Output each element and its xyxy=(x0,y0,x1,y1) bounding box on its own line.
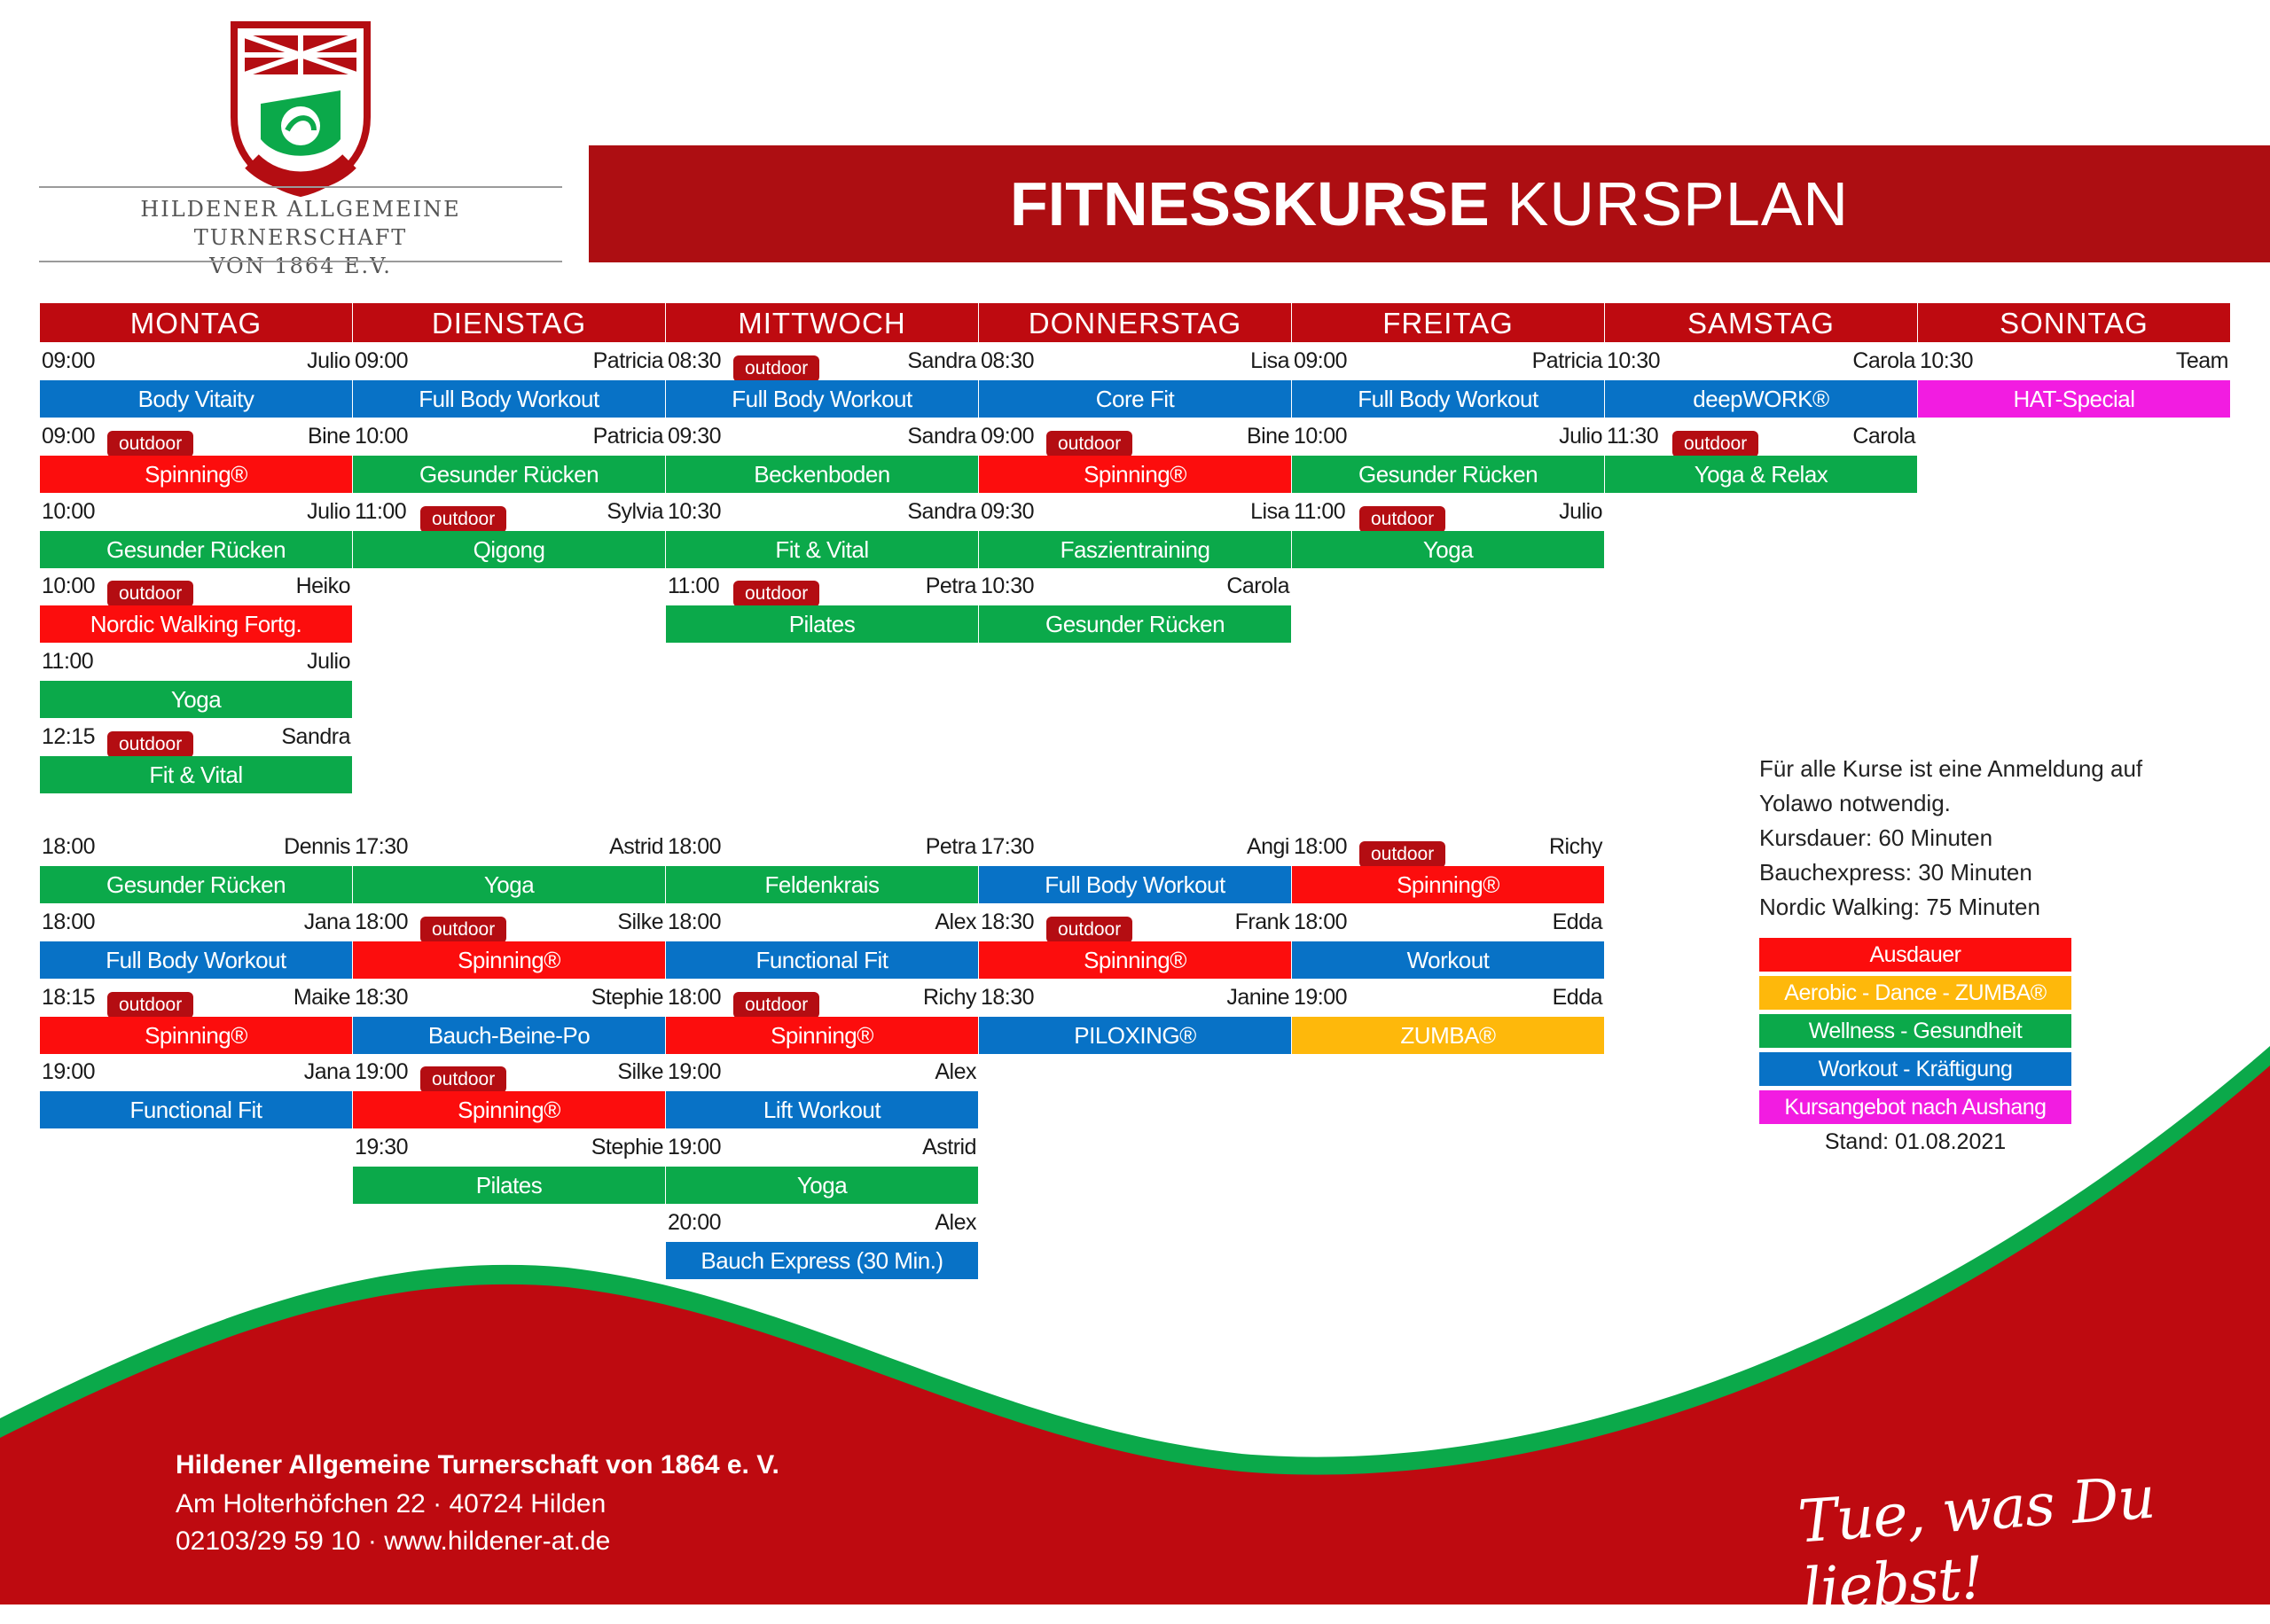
info-line: Yolawo notwendig. xyxy=(1759,790,1951,816)
course-time: 18:00 xyxy=(42,909,96,934)
course-time: 10:30 xyxy=(668,498,722,524)
slogan: Tue, was Du liebst! xyxy=(1796,1463,2157,1624)
legend-item: Ausdauer xyxy=(1759,938,2071,972)
course-time: 09:00 xyxy=(42,348,96,373)
course-time: 08:30 xyxy=(981,348,1035,373)
info-line: Bauchexpress: 30 Minuten xyxy=(1759,859,2032,886)
course-name: Gesunder Rücken xyxy=(979,605,1291,643)
course-slot[interactable] xyxy=(979,345,1291,418)
info-line: Kursdauer: 60 Minuten xyxy=(1759,824,1993,851)
course-time: 09:30 xyxy=(981,498,1035,524)
course-name: Pilates xyxy=(666,605,978,643)
course-trainer: Carola xyxy=(1852,348,1915,373)
course-name: Qigong xyxy=(353,531,665,568)
course-time: 18:00 xyxy=(1294,834,1348,859)
course-trainer: Sandra xyxy=(281,724,350,749)
course-time: 12:15 xyxy=(42,724,96,749)
course-time: 09:00 xyxy=(42,423,96,449)
course-slot[interactable] xyxy=(1918,345,2230,418)
course-trainer: Alex xyxy=(935,909,976,934)
course-name: HAT-Special xyxy=(1918,380,2230,418)
day-header-row xyxy=(40,303,2228,342)
course-name: Spinning® xyxy=(1292,866,1604,903)
course-time: 18:00 xyxy=(668,834,722,859)
course-slot[interactable] xyxy=(40,721,352,793)
course-name: Gesunder Rücken xyxy=(40,866,352,903)
course-name: Spinning® xyxy=(353,1091,665,1128)
course-trainer: Janine xyxy=(1226,984,1289,1010)
course-trainer: Patricia xyxy=(1531,348,1602,373)
course-time: 09:30 xyxy=(668,423,722,449)
course-trainer: Astrid xyxy=(609,834,663,859)
course-trainer: Sandra xyxy=(907,423,976,449)
day-header-donnerstag: DONNERSTAG xyxy=(979,303,1291,342)
day-header-dienstag: DIENSTAG xyxy=(353,303,665,342)
page-title xyxy=(589,145,2270,262)
course-time: 18:30 xyxy=(981,909,1035,934)
course-time: 19:00 xyxy=(42,1059,96,1085)
course-name: PILOXING® xyxy=(979,1017,1291,1054)
outdoor-badge: outdoor xyxy=(733,355,819,382)
course-trainer: Silke xyxy=(617,909,663,934)
course-trainer: Julio xyxy=(1559,498,1602,524)
course-time: 18:00 xyxy=(42,834,96,859)
outdoor-badge: outdoor xyxy=(1046,917,1132,943)
outdoor-badge: outdoor xyxy=(107,431,193,457)
course-time: 10:00 xyxy=(42,574,96,599)
course-name: Beckenboden xyxy=(666,456,978,493)
club-crest-icon xyxy=(225,20,376,197)
course-time: 10:00 xyxy=(1294,423,1348,449)
course-slot[interactable] xyxy=(40,570,352,643)
course-time: 11:30 xyxy=(1607,423,1659,449)
info-panel xyxy=(1759,752,2220,925)
course-name: Spinning® xyxy=(353,941,665,979)
course-trainer: Astrid xyxy=(922,1135,976,1160)
course-trainer: Bine xyxy=(1246,423,1289,449)
course-trainer: Petra xyxy=(925,834,976,859)
outdoor-badge: outdoor xyxy=(733,581,819,607)
course-trainer: Bine xyxy=(307,423,350,449)
course-slot[interactable] xyxy=(666,831,978,903)
course-name: Yoga & Relax xyxy=(1605,456,1917,493)
course-time: 11:00 xyxy=(1294,498,1346,524)
course-slot[interactable] xyxy=(1292,345,1604,418)
course-slot[interactable] xyxy=(979,496,1291,568)
course-trainer: Julio xyxy=(307,348,350,373)
course-name: Spinning® xyxy=(979,941,1291,979)
course-trainer: Lisa xyxy=(1250,348,1289,373)
course-time: 09:00 xyxy=(981,423,1035,449)
course-trainer: Lisa xyxy=(1250,498,1289,524)
outdoor-badge: outdoor xyxy=(420,917,506,943)
footer-address: Am Holterhöfchen 22 · 40724 Hilden xyxy=(176,1489,607,1519)
course-time: 18:15 xyxy=(42,984,96,1010)
course-slot[interactable] xyxy=(1292,420,1604,493)
course-name: Spinning® xyxy=(979,456,1291,493)
course-name: Full Body Workout xyxy=(353,380,665,418)
course-trainer: Stephie xyxy=(591,984,663,1010)
outdoor-badge: outdoor xyxy=(1672,431,1758,457)
course-name: Core Fit xyxy=(979,380,1291,418)
course-slot[interactable] xyxy=(353,345,665,418)
page-title-bold: FITNESSKURSE xyxy=(1010,169,1490,238)
logo-divider-top xyxy=(39,186,562,188)
course-name: Pilates xyxy=(353,1167,665,1204)
course-name: Nordic Walking Fortg. xyxy=(40,605,352,643)
course-slot[interactable] xyxy=(666,570,978,643)
course-time: 18:00 xyxy=(355,909,409,934)
course-time: 19:00 xyxy=(668,1059,722,1085)
course-name: Faszientraining xyxy=(979,531,1291,568)
course-trainer: Sylvia xyxy=(607,498,663,524)
course-slot[interactable] xyxy=(979,906,1291,979)
day-header-samstag: SAMSTAG xyxy=(1605,303,1917,342)
course-slot[interactable] xyxy=(666,345,978,418)
course-name: Workout xyxy=(1292,941,1604,979)
course-name: Bauch-Beine-Po xyxy=(353,1017,665,1054)
course-slot[interactable] xyxy=(1605,420,1917,493)
legend-item: Workout - Kräftigung xyxy=(1759,1052,2071,1086)
logo-divider-bottom xyxy=(39,261,562,262)
course-slot[interactable] xyxy=(40,420,352,493)
course-trainer: Edda xyxy=(1552,984,1602,1010)
course-slot[interactable] xyxy=(1292,496,1604,568)
course-slot[interactable] xyxy=(1292,906,1604,979)
course-slot[interactable] xyxy=(353,906,665,979)
course-trainer: Edda xyxy=(1552,909,1602,934)
course-name: Yoga xyxy=(353,866,665,903)
course-slot[interactable] xyxy=(40,906,352,979)
course-trainer: Patricia xyxy=(592,348,663,373)
course-time: 17:30 xyxy=(355,834,409,859)
course-name: Full Body Workout xyxy=(666,380,978,418)
course-trainer: Carola xyxy=(1852,423,1915,449)
course-slot[interactable] xyxy=(353,496,665,568)
footer-contact: 02103/29 59 10 · www.hildener-at.de xyxy=(176,1526,611,1556)
course-trainer: Silke xyxy=(617,1059,663,1085)
course-slot[interactable] xyxy=(1292,831,1604,903)
course-time: 17:30 xyxy=(981,834,1035,859)
course-time: 18:00 xyxy=(1294,909,1348,934)
course-slot[interactable] xyxy=(1605,345,1917,418)
course-time: 11:00 xyxy=(668,574,720,599)
course-name: Full Body Workout xyxy=(1292,380,1604,418)
day-header-mittwoch: MITTWOCH xyxy=(666,303,978,342)
course-time: 10:30 xyxy=(1607,348,1661,373)
course-name: Spinning® xyxy=(40,1017,352,1054)
footer-club-name: Hildener Allgemeine Turnerschaft von 1864 e. V. xyxy=(176,1450,779,1480)
course-trainer: Maike xyxy=(293,984,350,1010)
course-time: 18:00 xyxy=(668,909,722,934)
course-trainer: Sandra xyxy=(907,348,976,373)
course-trainer: Julio xyxy=(307,649,350,675)
course-time: 09:00 xyxy=(1294,348,1348,373)
course-name: Body Vitaity xyxy=(40,380,352,418)
course-slot[interactable] xyxy=(666,906,978,979)
course-name: Yoga xyxy=(666,1167,978,1204)
course-trainer: Richy xyxy=(922,984,976,1010)
outdoor-badge: outdoor xyxy=(1046,431,1132,457)
course-slot[interactable] xyxy=(40,345,352,418)
course-time: 20:00 xyxy=(668,1210,722,1235)
course-name: Spinning® xyxy=(40,456,352,493)
course-slot[interactable] xyxy=(40,645,352,718)
course-name: Full Body Workout xyxy=(40,941,352,979)
course-time: 11:00 xyxy=(355,498,407,524)
course-slot[interactable] xyxy=(40,496,352,568)
course-time: 09:00 xyxy=(355,348,409,373)
course-name: Full Body Workout xyxy=(979,866,1291,903)
course-time: 18:00 xyxy=(668,984,722,1010)
club-name xyxy=(39,195,562,280)
course-name: Functional Fit xyxy=(40,1091,352,1128)
course-name: Feldenkrais xyxy=(666,866,978,903)
legend-item: Kursangebot nach Aushang xyxy=(1759,1090,2071,1124)
course-name: Yoga xyxy=(40,681,352,718)
course-trainer: Patricia xyxy=(592,423,663,449)
course-trainer: Sandra xyxy=(907,498,976,524)
course-trainer: Stephie xyxy=(591,1135,663,1160)
course-time: 10:00 xyxy=(42,498,96,524)
outdoor-badge: outdoor xyxy=(107,581,193,607)
outdoor-badge: outdoor xyxy=(420,1066,506,1093)
course-trainer: Dennis xyxy=(284,834,350,859)
outdoor-badge: outdoor xyxy=(420,506,506,533)
course-trainer: Julio xyxy=(1559,423,1602,449)
course-name: Gesunder Rücken xyxy=(40,531,352,568)
course-time: 19:00 xyxy=(355,1059,409,1085)
course-trainer: Alex xyxy=(935,1210,976,1235)
course-trainer: Richy xyxy=(1548,834,1602,859)
course-slot[interactable] xyxy=(666,420,978,493)
course-time: 10:00 xyxy=(355,423,409,449)
stand-date: Stand: 01.08.2021 xyxy=(1824,1129,2007,1154)
outdoor-badge: outdoor xyxy=(107,731,193,758)
course-name: deepWORK® xyxy=(1605,380,1917,418)
course-slot[interactable] xyxy=(979,831,1291,903)
course-time: 08:30 xyxy=(668,348,722,373)
course-time: 19:00 xyxy=(1294,984,1348,1010)
course-name: Fit & Vital xyxy=(40,756,352,793)
day-header-sonntag: SONNTAG xyxy=(1918,303,2230,342)
course-name: Gesunder Rücken xyxy=(1292,456,1604,493)
course-trainer: Jana xyxy=(303,909,350,934)
course-name: Functional Fit xyxy=(666,941,978,979)
course-trainer: Team xyxy=(2175,348,2228,373)
course-slot[interactable] xyxy=(979,420,1291,493)
course-slot[interactable] xyxy=(40,831,352,903)
course-time: 10:30 xyxy=(981,574,1035,599)
day-header-freitag: FREITAG xyxy=(1292,303,1604,342)
course-slot[interactable] xyxy=(353,420,665,493)
outdoor-badge: outdoor xyxy=(733,992,819,1019)
course-time: 18:30 xyxy=(981,984,1035,1010)
legend-item: Wellness - Gesundheit xyxy=(1759,1014,2071,1048)
club-logo xyxy=(39,20,562,278)
course-name: Gesunder Rücken xyxy=(353,456,665,493)
day-header-montag: MONTAG xyxy=(40,303,352,342)
outdoor-badge: outdoor xyxy=(107,992,193,1019)
course-time: 10:30 xyxy=(1920,348,1974,373)
course-time: 19:30 xyxy=(355,1135,409,1160)
course-name: Bauch Express (30 Min.) xyxy=(666,1242,978,1279)
outdoor-badge: outdoor xyxy=(1359,841,1445,868)
course-trainer: Alex xyxy=(935,1059,976,1085)
course-trainer: Jana xyxy=(303,1059,350,1085)
club-name-line1: HILDENER ALLGEMEINE TURNERSCHAFT xyxy=(140,197,461,250)
outdoor-badge: outdoor xyxy=(1359,506,1445,533)
course-name: Yoga xyxy=(1292,531,1604,568)
course-slot[interactable] xyxy=(353,831,665,903)
course-time: 11:00 xyxy=(42,649,94,675)
course-time: 19:00 xyxy=(668,1135,722,1160)
course-trainer: Heiko xyxy=(295,574,350,599)
info-line: Für alle Kurse ist eine Anmeldung auf xyxy=(1759,755,2143,782)
course-trainer: Angi xyxy=(1246,834,1289,859)
course-trainer: Julio xyxy=(307,498,350,524)
course-slot[interactable] xyxy=(979,570,1291,643)
course-name: Lift Workout xyxy=(666,1091,978,1128)
club-name-line2: VON 1864 E.V. xyxy=(209,254,392,278)
course-name: Spinning® xyxy=(666,1017,978,1054)
course-name: Fit & Vital xyxy=(666,531,978,568)
course-name: ZUMBA® xyxy=(1292,1017,1604,1054)
course-time: 18:30 xyxy=(355,984,409,1010)
course-slot[interactable] xyxy=(666,496,978,568)
legend-item: Aerobic - Dance - ZUMBA® xyxy=(1759,976,2071,1010)
info-line: Nordic Walking: 75 Minuten xyxy=(1759,894,2040,920)
page-title-normal: KURSPLAN xyxy=(1507,169,1849,238)
course-trainer: Frank xyxy=(1234,909,1289,934)
course-trainer: Petra xyxy=(925,574,976,599)
course-trainer: Carola xyxy=(1226,574,1289,599)
